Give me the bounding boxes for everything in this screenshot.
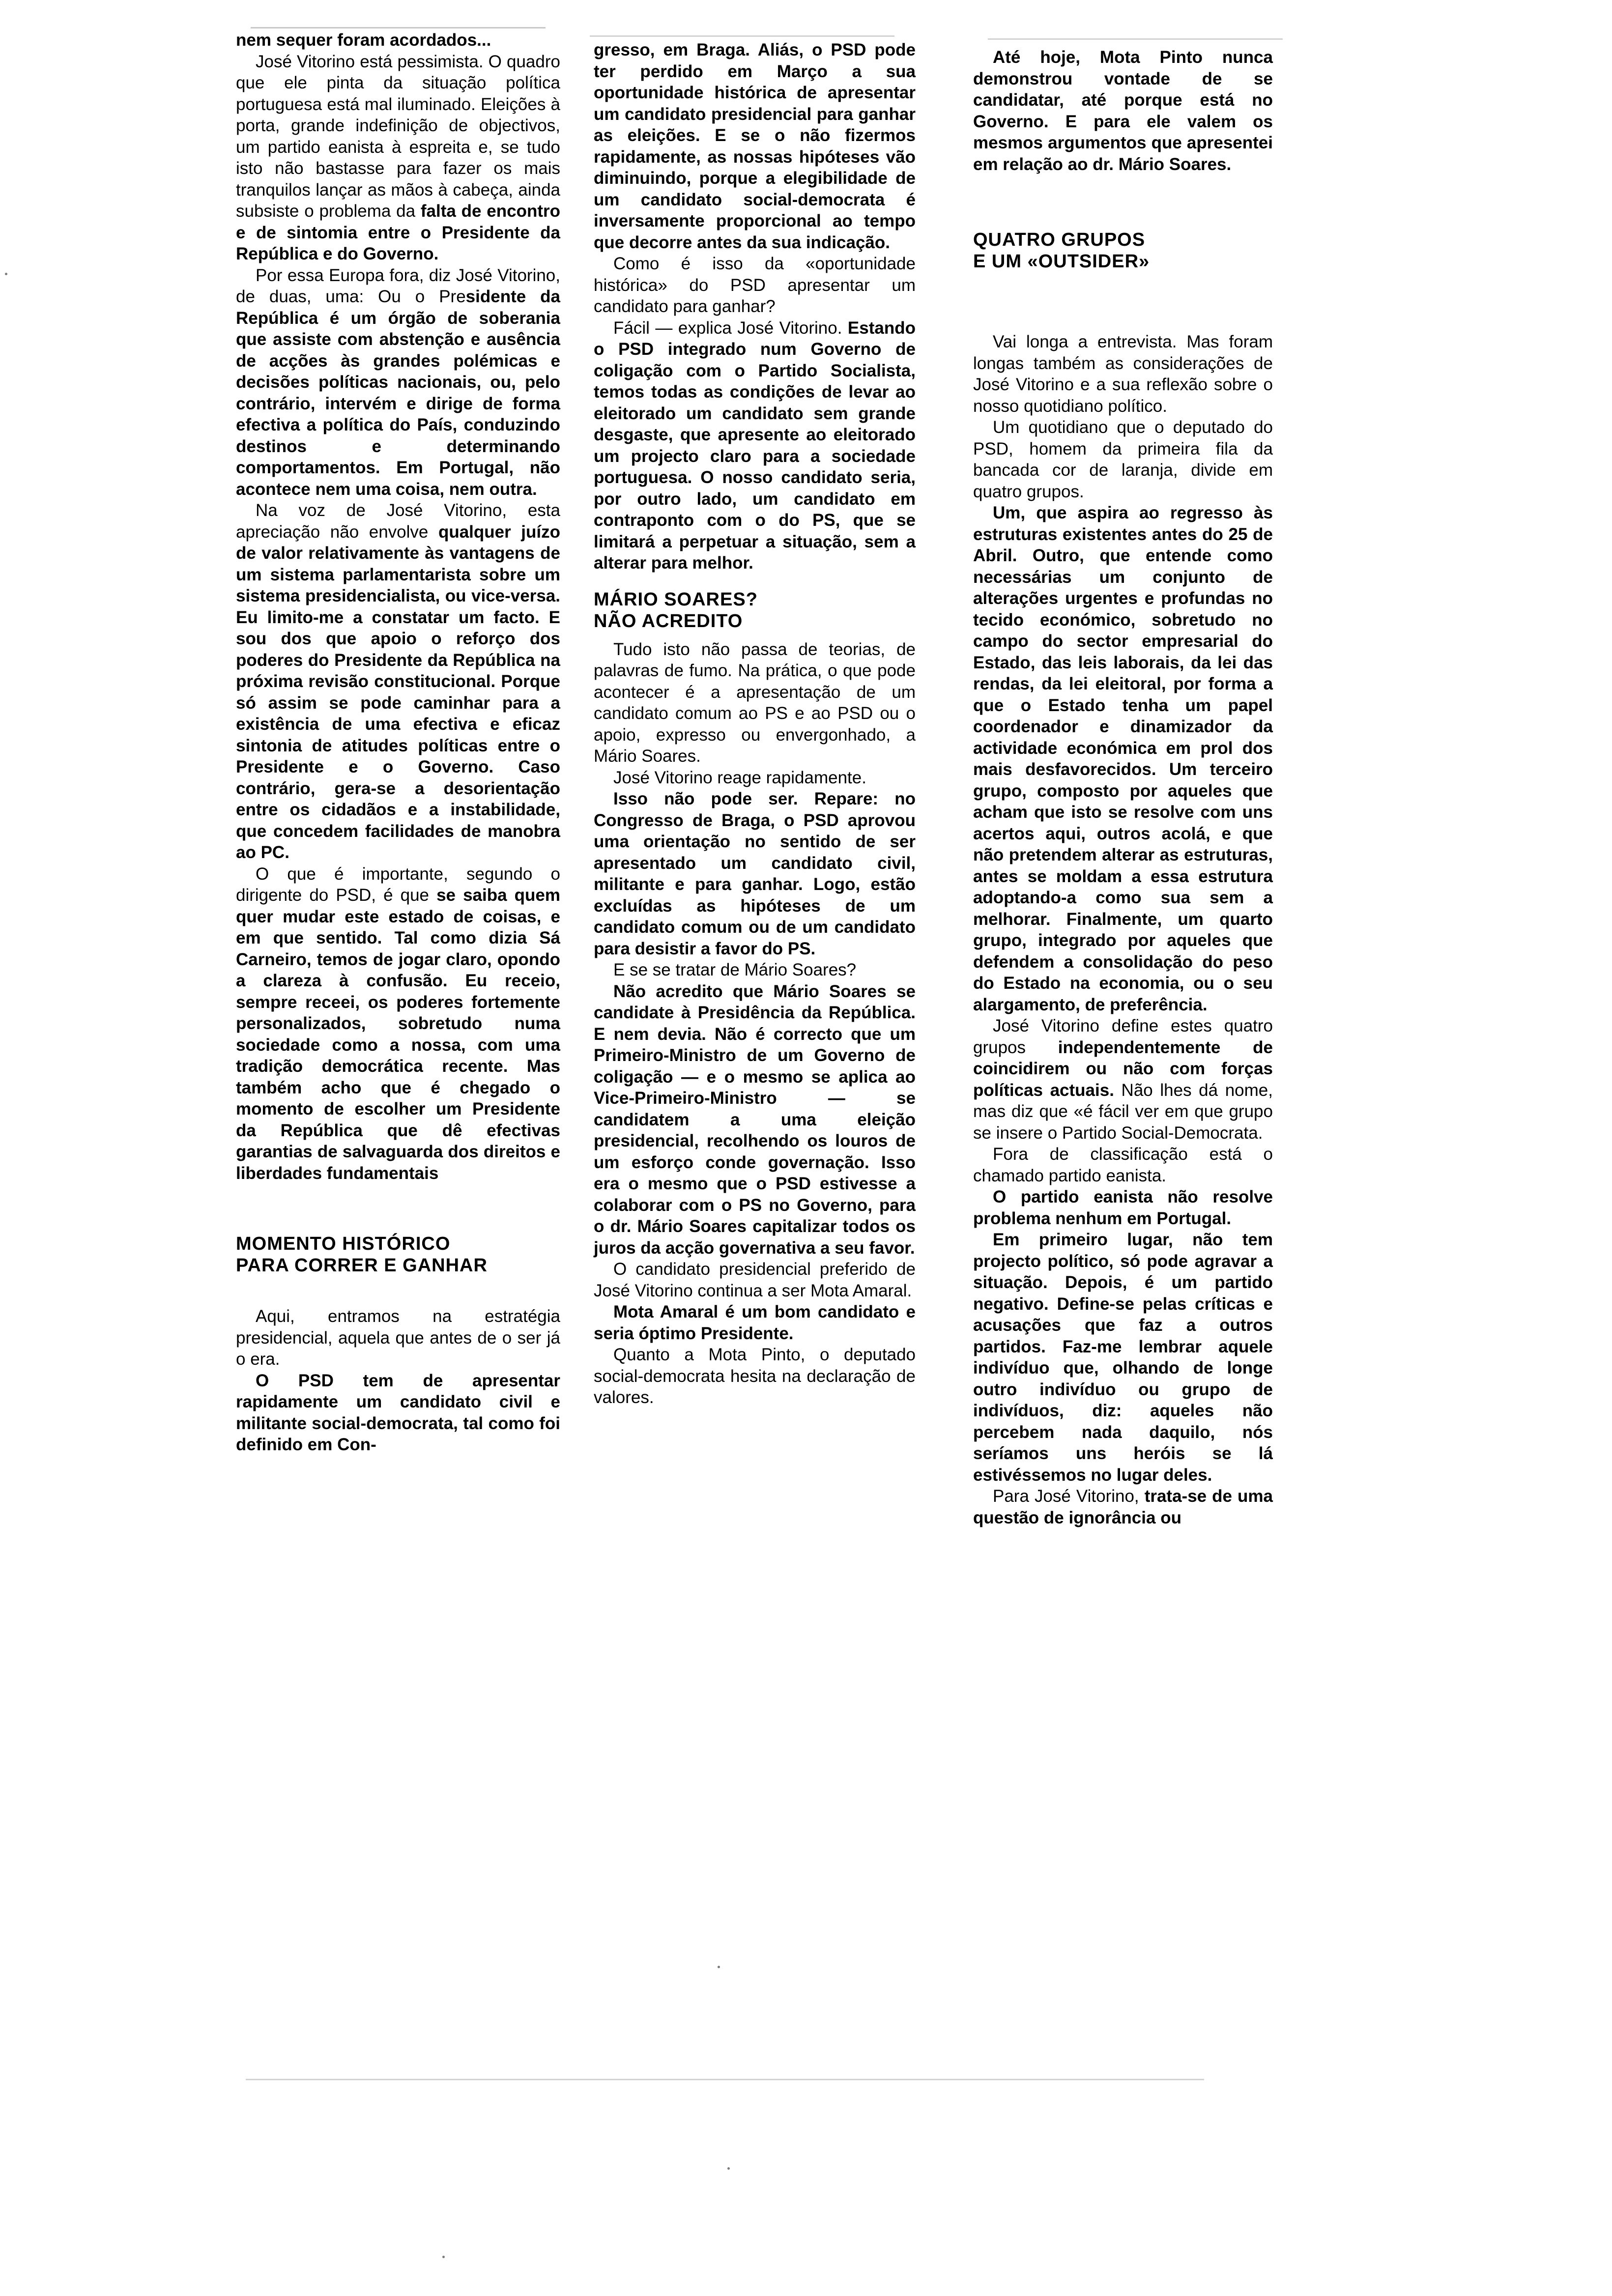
text-run: Por essa Europa fora, diz José Vitorino, de duas, uma: Ou o Pre	[236, 265, 560, 306]
paragraph	[594, 317, 916, 574]
text-run-bold: se saiba quem quer mudar este estado de coisas, e em que sentido. Tal como dizia Sá Carneiro, temos de jogar claro, opondo a clareza à confusão. Eu receio, sempre receei, os poderes fortemente personalizados, sobretudo numa sociedade como a nossa, com uma tradição democrática recente. Mas também acho que é chegado o momento de escolher um Presidente da República que dê efectivas garantias de salvaguarda dos direitos e liberdades fundamentais	[236, 886, 560, 1183]
paragraph: Tudo isto não passa de teorias, de palavras de fumo. Na prática, o que pode acontecer é a apresentação de um candidato comum ao PS e ao PSD ou o apoio, expresso ou envergonhado, a Mário Soares.	[594, 639, 916, 766]
paragraph: nem sequer foram acordados...	[236, 30, 491, 50]
paragraph: José Vitorino reage rapidamente.	[613, 768, 866, 787]
spacer	[594, 574, 916, 589]
text-run: O que é importante, segundo o dirigente do PSD, é que	[236, 864, 560, 905]
spacer	[594, 632, 916, 639]
heading-line: QUATRO GRUPOS	[973, 230, 1146, 250]
paragraph: Vai longa a entrevista. Mas foram longas também as considerações de José Vitorino e a sua reflexão sobre o nosso quotidiano político.	[973, 332, 1273, 416]
paragraph: Em primeiro lugar, não tem projecto político, só pode agravar a situação. Depois, é um partido negativo. Define-se pelas críticas e acusações que faz a outros partidos. Faz-me lembrar aquele indivíduo que, olhando de longe outro indivíduo ou grupo de indivíduos, diz: aqueles não percebem nada daquilo, nós seríamos uns heróis se lá estivéssemos no lugar deles.	[973, 1230, 1273, 1485]
scan-artifact	[442, 2256, 445, 2258]
paragraph: Quanto a Mota Pinto, o deputado social-democrata hesita na declaração de valores.	[594, 1345, 916, 1407]
text-run-bold: sidente da República é um órgão de soberania que assiste com abstenção e ausência de acções às grandes polémicas e decisões políticas nacionais, ou, pelo contrário, intervém e dirige de forma efectiva a política do País, conduzindo destinos e determinando comportamentos. Em Portugal, não acontece nem uma coisa, nem outra.	[236, 287, 560, 499]
text-run: Para José Vitorino,	[993, 1487, 1145, 1506]
heading-line: NÃO ACREDITO	[594, 610, 743, 631]
paragraph: Como é isso da «oportunidade histórica» do PSD apresentar um candidato para ganhar?	[594, 254, 916, 316]
scan-artifact	[988, 38, 1283, 40]
section-heading	[594, 589, 916, 632]
paragraph	[973, 1015, 1273, 1144]
paragraph: Mota Amaral é um bom candidato e seria óptimo Presidente.	[594, 1302, 916, 1343]
heading-line: E UM «OUTSIDER»	[973, 251, 1150, 272]
text-run-bold: falta de encontro e de sintomia entre o Presidente da República e do Governo.	[236, 201, 560, 263]
paragraph: E se se tratar de Mário Soares?	[613, 960, 857, 979]
heading-line: MÁRIO SOARES?	[594, 589, 758, 610]
scan-artifact	[5, 273, 7, 275]
text-run: Não lhes dá nome, mas diz que «é fácil ver em que grupo se insere o Partido Social-Democrata.	[973, 1080, 1273, 1143]
paragraph: Um, que aspira ao regresso às estruturas existentes antes do 25 de Abril. Outro, que entende como necessárias um conjunto de alterações urgentes e profundas no tecido económico, sobretudo no campo do sector empresarial do Estado, das leis laborais, da lei das rendas, da lei eleitoral, por forma a que o Estado tenha um papel coordenador e dinamizador da actividade económica em prol dos mais desfavorecidos. Um terceiro grupo, composto por aqueles que acham que isto se resolve com uns acertos aqui, outros acolá, e que não pretendem alterar as estruturas, antes se moldam a essa estrutura adoptando-a como sua sem a melhorar. Finalmente, um quarto grupo, integrado por aqueles que defendem a consolidação do peso do Estado na economia, ou o seu alargamento, de preferência.	[973, 503, 1273, 1014]
text-run: José Vitorino define estes quatro grupos	[973, 1016, 1273, 1057]
paragraph	[236, 500, 560, 863]
paragraph: O candidato presidencial preferido de José Vitorino continua a ser Mota Amaral.	[594, 1260, 916, 1300]
section-heading	[236, 1233, 560, 1276]
scan-artifact	[727, 2167, 730, 2170]
spacer	[973, 272, 1273, 331]
scan-artifact	[590, 35, 894, 37]
spacer	[236, 1184, 560, 1233]
paragraph: O PSD tem de apresentar rapidamente um candidato civil e militante social-democrata, tal como foi definido em Con-	[236, 1371, 560, 1454]
paragraph	[236, 863, 560, 1184]
spacer	[236, 1276, 560, 1306]
paragraph: O partido eanista não resolve problema nenhum em Portugal.	[973, 1187, 1273, 1228]
text-run: Na voz de José Vitorino, esta apreciação não envolve	[236, 501, 560, 542]
text-run-bold: independentemente de coincidirem ou não com forças políticas actuais.	[973, 1037, 1273, 1100]
paragraph: Isso não pode ser. Repare: no Congresso de Braga, o PSD aprovou uma orientação no sentido de ser apresentado um candidato civil, militante e para ganhar. Logo, estão excluídas as hipóteses de um candidato comum ou de um candidato para desistir a favor do PS.	[594, 789, 916, 958]
paragraph: gresso, em Braga. Aliás, o PSD pode ter perdido em Março a sua oportunidade histórica de apresentar um candidato presidencial para ganhar as eleições. E se o não fizermos rapidamente, as nossas hipóteses vão diminuindo, porque a elegibilidade de um candidato social-democrata é inversamente proporcional ao tempo que decorre antes da sua indicação.	[594, 40, 916, 252]
text-run: Fácil — explica José Vitorino.	[613, 318, 848, 338]
article-column-middle	[594, 39, 916, 1408]
paragraph	[236, 51, 560, 265]
paragraph	[236, 265, 560, 500]
heading-line: PARA CORRER E GANHAR	[236, 1255, 488, 1276]
text-run-bold: Estando o PSD integrado num Governo de coligação com o Partido Socialista, temos todas as condições de levar ao eleitorado um candidato sem grande desgaste, que apresente ao eleitorado um projecto claro para a sociedade portuguesa. O nosso candidato seria, por outro lado, um candidato em contraponto com o do PS, que se limitará a perpetuar a situação, sem a alterar para melhor.	[594, 318, 916, 573]
paragraph	[973, 1486, 1273, 1528]
text-run-bold: qualquer juízo de valor relativamente às vantagens de um sistema parlamentarista sobre um sistema presidencialista, ou vice-versa. Eu limito-me a constatar um facto. E sou dos que apoio o reforço dos poderes do Presidente da República na próxima revisão constitucional. Porque só assim se pode caminhar para a existência de uma efectiva e eficaz sintonia de atitudes políticas entre o Presidente e o Governo. Caso contrário, gera-se a desorientação entre os cidadãos e a instabilidade, que concedem facilidades de manobra ao PC.	[236, 522, 560, 862]
article-column-left	[236, 29, 560, 1456]
text-run-bold: trata-se de uma questão de ignorância ou	[973, 1487, 1273, 1527]
article-column-right	[973, 47, 1273, 1528]
scan-artifact	[251, 27, 546, 29]
paragraph: Um quotidiano que o deputado do PSD, homem da primeira fila da bancada cor de laranja, divide em quatro grupos.	[973, 418, 1273, 501]
paragraph: Não acredito que Mário Soares se candidate à Presidência da República. E nem devia. Não é correcto que um Primeiro-Ministro de um Governo de coligação — e o mesmo se aplica ao Vice-Primeiro-Ministro — se candidatem a uma eleição presidencial, recolhendo os louros de um esforço conde governação. Isso era o mesmo que o PSD estivesse a colaborar com o PS no Governo, para o dr. Mário Soares capitalizar todos os juros da acção governativa a seu favor.	[594, 981, 916, 1258]
paragraph: Fora de classificação está o chamado partido eanista.	[973, 1145, 1273, 1185]
spacer	[973, 175, 1273, 229]
section-heading	[973, 229, 1273, 272]
heading-line: MOMENTO HISTÓRICO	[236, 1234, 451, 1254]
paragraph: Aqui, entramos na estratégia presidencial, aquela que antes de o ser já o era.	[236, 1307, 560, 1369]
scan-artifact	[246, 2079, 1204, 2080]
paragraph: Até hoje, Mota Pinto nunca demonstrou vontade de se candidatar, até porque está no Governo. E para ele valem os mesmos argumentos que apresentei em relação ao dr. Mário Soares.	[973, 48, 1273, 174]
scan-artifact	[718, 1966, 720, 1968]
text-run: José Vitorino está pessimista. O quadro que ele pinta da situação política portuguesa está mal iluminado. Eleições à porta, grande indefinição de objectivos, um partido eanista à espreita e, se tudo isto não bastasse para fazer os mais tranquilos lançar as mãos à cabeça, ainda subsiste o problema da	[236, 52, 560, 221]
